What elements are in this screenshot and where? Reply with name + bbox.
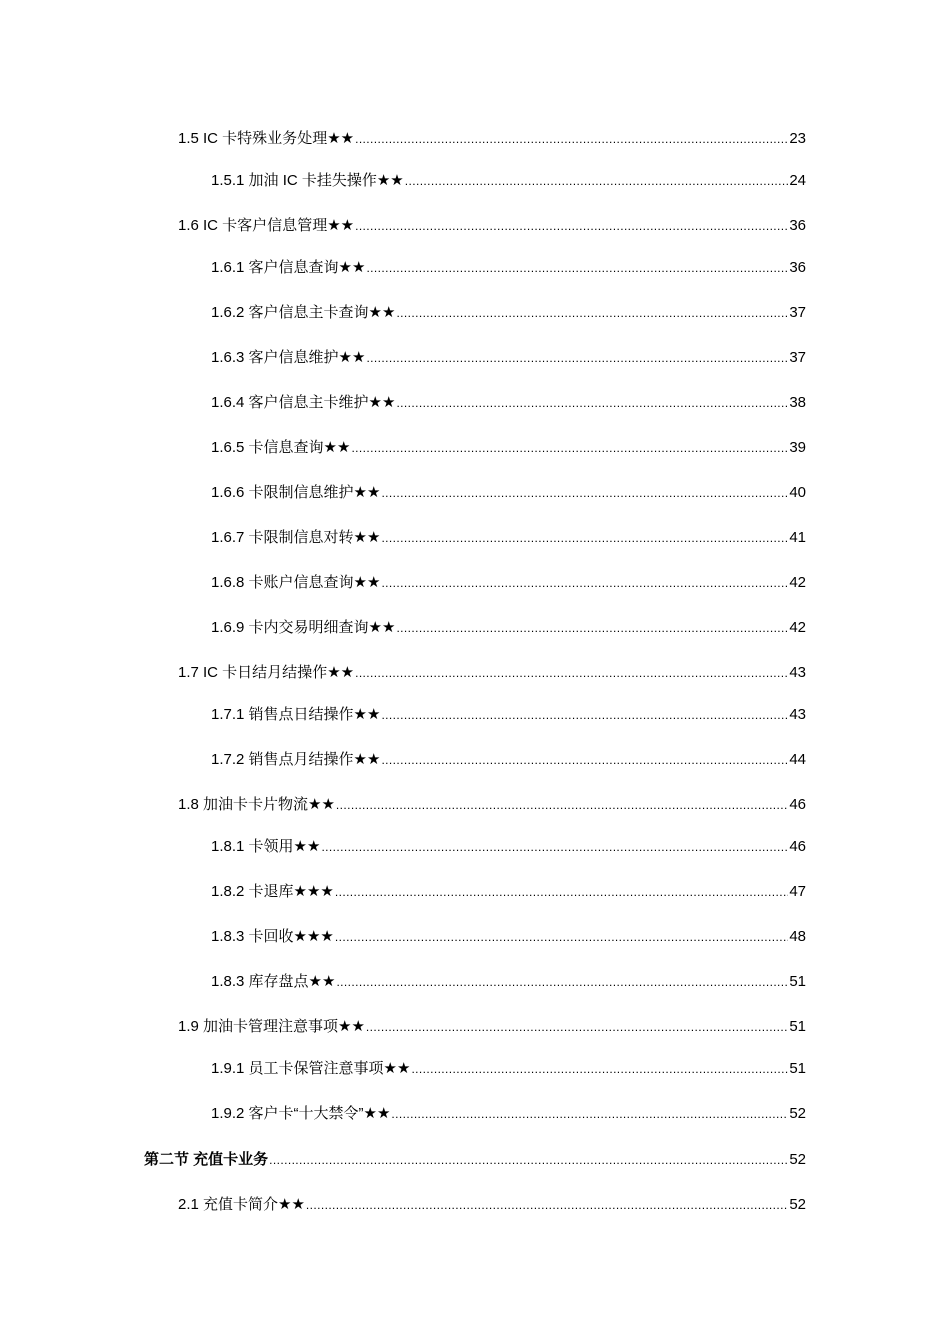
toc-page: 52	[789, 1196, 806, 1213]
toc-label: 1.9.2 客户卡“十大禁令”★★	[211, 1105, 391, 1122]
toc-page: 47	[789, 883, 806, 900]
leader-dots	[306, 1195, 788, 1215]
toc-entry-1-9-2[interactable]	[211, 1104, 806, 1124]
toc-label: 1.8 加油卡卡片物流★★	[178, 796, 335, 813]
leader-dots	[381, 573, 788, 593]
toc-entry-1-6-4[interactable]	[211, 393, 806, 413]
toc-page: 43	[789, 706, 806, 723]
toc-entry-1-7[interactable]	[178, 663, 806, 683]
leader-dots	[391, 1104, 788, 1124]
toc-page: 42	[789, 574, 806, 591]
toc-entry-1-6-2[interactable]	[211, 303, 806, 323]
toc-entry-1-9[interactable]	[178, 1017, 806, 1037]
toc-page: 37	[789, 349, 806, 366]
leader-dots	[366, 258, 788, 278]
toc-label: 1.8.3 库存盘点★★	[211, 973, 336, 990]
toc-page: 52	[789, 1105, 806, 1122]
leader-dots	[381, 750, 788, 770]
toc-entry-1-6-3[interactable]	[211, 348, 806, 368]
leader-dots	[336, 972, 788, 992]
toc-page: 38	[789, 394, 806, 411]
toc-label: 1.6 IC 卡客户信息管理★★	[178, 217, 355, 234]
toc-label: 1.6.3 客户信息维护★★	[211, 349, 366, 366]
toc-page: 46	[789, 838, 806, 855]
toc-entry-1-5[interactable]	[178, 129, 806, 149]
leader-dots	[396, 618, 788, 638]
toc-page: 36	[789, 259, 806, 276]
leader-dots	[381, 705, 788, 725]
toc-page: 46	[789, 796, 806, 813]
toc-entry-1-8-1[interactable]	[211, 837, 806, 857]
toc-page: 40	[789, 484, 806, 501]
toc-label: 1.6.9 卡内交易明细查询★★	[211, 619, 396, 636]
toc-page: 24	[789, 172, 806, 189]
toc-entry-1-8-3[interactable]	[211, 927, 806, 947]
leader-dots	[355, 216, 788, 236]
toc-entry-section-2[interactable]	[144, 1150, 806, 1170]
leader-dots	[355, 663, 788, 683]
toc-entry-1-6-5[interactable]	[211, 438, 806, 458]
toc-page: 51	[789, 1060, 806, 1077]
toc-label: 1.6.5 卡信息查询★★	[211, 439, 351, 456]
toc-page: 44	[789, 751, 806, 768]
toc-page: 48	[789, 928, 806, 945]
leader-dots	[335, 927, 788, 947]
toc-label: 1.9 加油卡管理注意事项★★	[178, 1018, 365, 1035]
toc-label: 第二节 充值卡业务	[144, 1151, 269, 1168]
toc-label: 1.8.3 卡回收★★★	[211, 928, 334, 945]
leader-dots	[411, 1059, 788, 1079]
leader-dots	[381, 483, 788, 503]
leader-dots	[396, 393, 788, 413]
toc-label: 1.8.1 卡领用★★	[211, 838, 321, 855]
toc-label: 1.8.2 卡退库★★★	[211, 883, 334, 900]
toc-label: 2.1 充值卡简介★★	[178, 1196, 305, 1213]
toc-page: 23	[789, 130, 806, 147]
leader-dots	[321, 837, 788, 857]
leader-dots	[396, 303, 788, 323]
toc-label: 1.6.7 卡限制信息对转★★	[211, 529, 381, 546]
toc-page: 37	[789, 304, 806, 321]
toc-entry-1-8[interactable]	[178, 795, 806, 815]
toc-page: 52	[789, 1151, 806, 1168]
toc-label: 1.7.1 销售点日结操作★★	[211, 706, 381, 723]
toc-page: 41	[789, 529, 806, 546]
toc-entry-1-9-1[interactable]	[211, 1059, 806, 1079]
toc-entry-1-7-2[interactable]	[211, 750, 806, 770]
leader-dots	[355, 129, 788, 149]
toc-label: 1.9.1 员工卡保管注意事项★★	[211, 1060, 411, 1077]
toc-entry-1-6-8[interactable]	[211, 573, 806, 593]
toc-entry-1-8-2[interactable]	[211, 882, 806, 902]
toc-page: 42	[789, 619, 806, 636]
leader-dots	[351, 438, 788, 458]
toc-page: 39	[789, 439, 806, 456]
toc-entry-1-6-1[interactable]	[211, 258, 806, 278]
toc-entry-1-5-1[interactable]	[211, 171, 806, 191]
toc-page: 43	[789, 664, 806, 681]
toc-label: 1.5.1 加油 IC 卡挂失操作★★	[211, 172, 404, 189]
toc-page: 51	[789, 1018, 806, 1035]
toc-label: 1.6.2 客户信息主卡查询★★	[211, 304, 396, 321]
toc-entry-2-1[interactable]	[178, 1195, 806, 1215]
leader-dots	[366, 348, 788, 368]
toc-label: 1.5 IC 卡特殊业务处理★★	[178, 130, 355, 147]
toc-entry-1-6-6[interactable]	[211, 483, 806, 503]
toc-page: 36	[789, 217, 806, 234]
toc-label: 1.6.8 卡账户信息查询★★	[211, 574, 381, 591]
toc-label: 1.7.2 销售点月结操作★★	[211, 751, 381, 768]
toc-label: 1.6.4 客户信息主卡维护★★	[211, 394, 396, 411]
leader-dots	[269, 1150, 788, 1170]
leader-dots	[405, 171, 789, 191]
toc-label: 1.6.6 卡限制信息维护★★	[211, 484, 381, 501]
toc-entry-1-6-7[interactable]	[211, 528, 806, 548]
toc-entry-1-7-1[interactable]	[211, 705, 806, 725]
leader-dots	[366, 1017, 788, 1037]
toc-entry-1-8-3-inventory[interactable]	[211, 972, 806, 992]
toc-entry-1-6-9[interactable]	[211, 618, 806, 638]
leader-dots	[336, 795, 788, 815]
leader-dots	[381, 528, 788, 548]
toc-entry-1-6[interactable]	[178, 216, 806, 236]
leader-dots	[335, 882, 788, 902]
toc-page: 51	[789, 973, 806, 990]
toc-label: 1.7 IC 卡日结月结操作★★	[178, 664, 355, 681]
toc-label: 1.6.1 客户信息查询★★	[211, 259, 366, 276]
